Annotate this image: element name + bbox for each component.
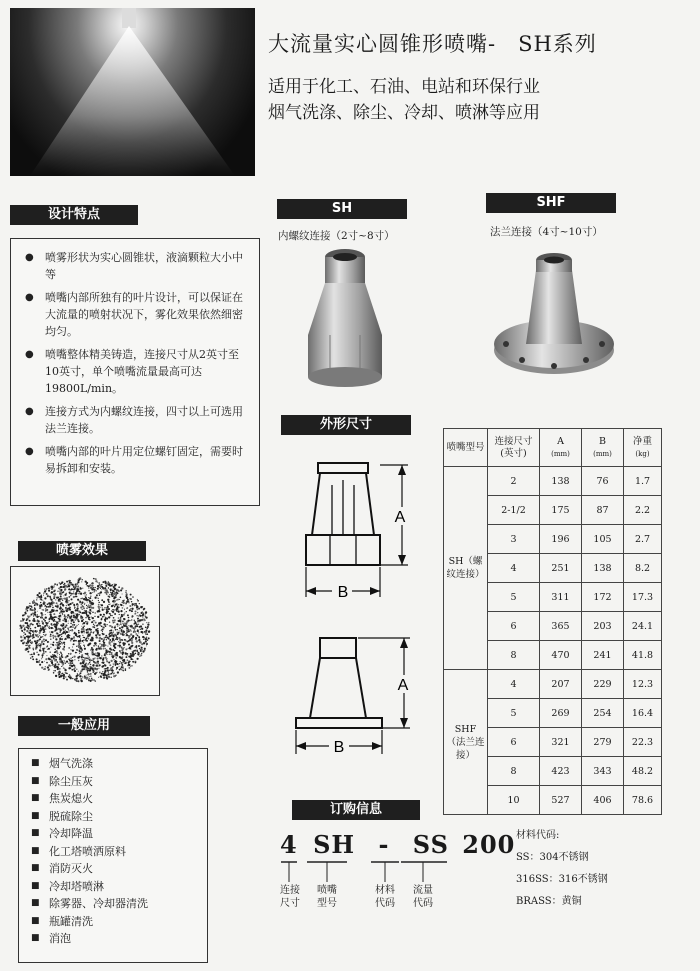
table-cell: 311 [540, 583, 582, 612]
table-cell: 12.3 [624, 670, 662, 699]
feature-item: ● 喷嘴整体精美铸造，连接尺寸从2英寸至10英寸，单个喷嘴流量最高可达19800L/min。 [23, 346, 251, 397]
application-item: ■ 除尘压灰 [29, 773, 207, 791]
table-cell: 8.2 [624, 554, 662, 583]
table-cell: 76 [582, 467, 624, 496]
table-cell: 241 [582, 641, 624, 670]
table-cell: 10 [488, 786, 540, 815]
table-cell: 229 [582, 670, 624, 699]
features-heading: 设计特点 [10, 205, 138, 225]
order-part-model: SH [313, 830, 356, 859]
table-cell: 207 [540, 670, 582, 699]
table-cell: 2 [488, 467, 540, 496]
application-item: ■ 化工塔喷洒原料 [29, 843, 207, 861]
table-cell: 78.6 [624, 786, 662, 815]
sh-nozzle-image [300, 245, 390, 393]
shf-dimension-drawing [288, 628, 433, 758]
material-item: SS：304不锈钢 [516, 852, 589, 863]
col-header-b: B (mm) [582, 429, 624, 467]
order-part-dash: - [378, 830, 390, 859]
spray-pattern [11, 567, 158, 694]
table-cell: 8 [488, 641, 540, 670]
page-subtitle [268, 74, 540, 126]
table-cell: 138 [582, 554, 624, 583]
table-cell: 16.4 [624, 699, 662, 728]
materials-title: 材料代码: [516, 830, 560, 841]
col-header-size: 连接尺寸(英寸) [488, 429, 540, 467]
table-cell: 105 [582, 525, 624, 554]
table-cell: 365 [540, 612, 582, 641]
table-cell: 2-1/2 [488, 496, 540, 525]
application-item: ■ 冷却塔喷淋 [29, 878, 207, 896]
col-header-model: 喷嘴型号 [444, 429, 488, 467]
order-code-underlines [275, 860, 450, 884]
order-part-flow: 200 [462, 830, 516, 859]
table-cell: 2.7 [624, 525, 662, 554]
material-item: BRASS：黄铜 [516, 896, 582, 907]
dimension-a-label: A [394, 509, 406, 526]
table-cell: 279 [582, 728, 624, 757]
col-header-weight: 净重 (kg) [624, 429, 662, 467]
order-label-size: 连接 尺寸 [280, 885, 300, 909]
table-cell: 254 [582, 699, 624, 728]
table-row [444, 467, 662, 496]
col-header-a: A (mm) [540, 429, 582, 467]
table-cell: 6 [488, 612, 540, 641]
table-cell: 196 [540, 525, 582, 554]
table-cell: 2.2 [624, 496, 662, 525]
table-cell: 175 [540, 496, 582, 525]
spray-pattern-box [10, 566, 160, 696]
table-cell: 8 [488, 757, 540, 786]
dimension-a-label: A [397, 677, 409, 694]
page-title: 大流量实心圆锥形喷嘴- SH系列 [268, 32, 597, 56]
subtitle-line-1: 适用于化工、石油、电站和环保行业 [268, 77, 540, 97]
table-cell: 5 [488, 583, 540, 612]
table-cell: 4 [488, 670, 540, 699]
sh-caption: 内螺纹连接（2寸~8寸） [278, 230, 395, 242]
order-code [280, 830, 515, 859]
applications-box [18, 748, 208, 963]
table-cell: 87 [582, 496, 624, 525]
table-cell: 6 [488, 728, 540, 757]
applications-heading: 一般应用 [18, 716, 150, 736]
application-item: ■ 焦炭熄火 [29, 790, 207, 808]
table-cell: 203 [582, 612, 624, 641]
table-row [444, 670, 662, 699]
ordering-heading: 订购信息 [292, 800, 420, 820]
model-cell: SH（螺纹连接） [444, 467, 488, 670]
application-item: ■ 烟气洗涤 [29, 755, 207, 773]
material-item: 316SS：316不锈钢 [516, 874, 608, 885]
application-item: ■ 冷却降温 [29, 825, 207, 843]
table-cell: 138 [540, 467, 582, 496]
table-cell: 41.8 [624, 641, 662, 670]
spec-table [443, 428, 662, 815]
application-item: ■ 瓶罐清洗 [29, 913, 207, 931]
spray-effect-heading: 喷雾效果 [18, 541, 146, 561]
order-label-material: 材料 代码 [375, 885, 395, 909]
spray-photo [10, 8, 255, 176]
table-cell: 251 [540, 554, 582, 583]
table-cell: 423 [540, 757, 582, 786]
shf-nozzle-image [492, 240, 617, 385]
table-cell: 17.3 [624, 583, 662, 612]
dimension-b-label: B [337, 584, 349, 601]
table-cell: 343 [582, 757, 624, 786]
shf-caption: 法兰连接（4寸~10寸） [490, 226, 603, 238]
table-cell: 406 [582, 786, 624, 815]
table-cell: 5 [488, 699, 540, 728]
table-cell: 24.1 [624, 612, 662, 641]
application-item: ■ 脱硫除尘 [29, 808, 207, 826]
sh-heading: SH [277, 199, 407, 219]
order-part-material: SS [412, 830, 449, 859]
application-item: ■ 消防灭火 [29, 860, 207, 878]
table-cell: 22.3 [624, 728, 662, 757]
subtitle-line-2: 烟气洗涤、除尘、冷却、喷淋等应用 [268, 103, 540, 123]
table-cell: 527 [540, 786, 582, 815]
table-cell: 269 [540, 699, 582, 728]
order-part-size: 4 [280, 830, 298, 859]
feature-item: ● 喷嘴内部的叶片用定位螺钉固定，需要时易拆卸和安装。 [23, 443, 251, 477]
order-label-flow: 流量 代码 [413, 885, 433, 909]
table-cell: 470 [540, 641, 582, 670]
table-cell: 4 [488, 554, 540, 583]
order-label-model: 喷嘴 型号 [317, 885, 337, 909]
dimension-b-label: B [333, 739, 345, 756]
dimensions-heading: 外形尺寸 [281, 415, 411, 435]
materials-list [516, 825, 608, 913]
application-item: ■ 消泡 [29, 930, 207, 948]
table-cell: 321 [540, 728, 582, 757]
table-cell: 172 [582, 583, 624, 612]
table-cell: 1.7 [624, 467, 662, 496]
model-cell: SHF（法兰连接） [444, 670, 488, 815]
features-box [10, 238, 260, 506]
spec-table-wrap [443, 428, 662, 815]
table-cell: 48.2 [624, 757, 662, 786]
shf-heading: SHF [486, 193, 616, 213]
sh-dimension-drawing [290, 455, 435, 605]
feature-item: ● 喷嘴内部所独有的叶片设计，可以保证在大流量的喷射状况下，雾化效果依然细密均匀。 [23, 289, 251, 340]
application-item: ■ 除雾器、冷却器清洗 [29, 895, 207, 913]
feature-item: ● 连接方式为内螺纹连接，四寸以上可选用法兰连接。 [23, 403, 251, 437]
feature-item: ● 喷雾形状为实心圆锥状，液滴颗粒大小中等 [23, 249, 251, 283]
table-cell: 3 [488, 525, 540, 554]
